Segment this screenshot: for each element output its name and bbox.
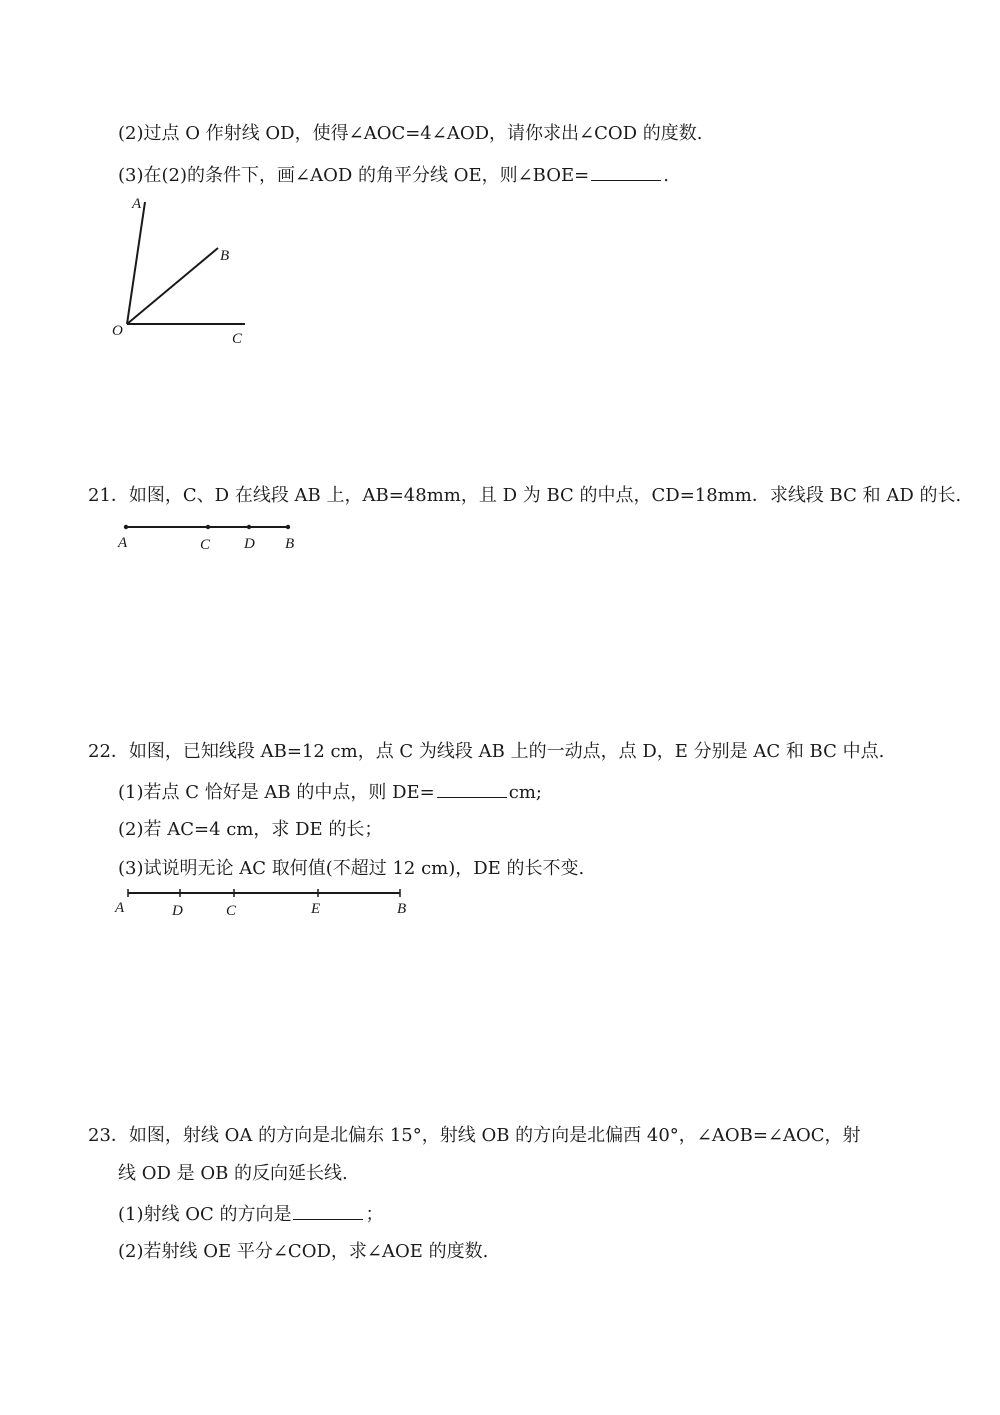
q22-part1-text: (1)若点 C 恰好是 AB 的中点，则 DE=	[118, 782, 435, 803]
ray-oa	[127, 202, 145, 324]
label-b: B	[397, 901, 407, 917]
q23-text-line1: 23．如图，射线 OA 的方向是北偏东 15°，射线 OB 的方向是北偏西 40°，∠AOB=∠AOC，射	[88, 1125, 861, 1146]
label-e: E	[311, 901, 321, 917]
point-a	[124, 525, 128, 529]
label-c: C	[232, 331, 243, 347]
q22-part1-answer-blank	[437, 779, 507, 798]
q22-segment-figure	[110, 885, 420, 925]
q22-part1-unit: cm;	[508, 782, 542, 803]
label-c: C	[226, 903, 237, 919]
q23-part1	[118, 1201, 383, 1227]
q20-angle-figure	[100, 190, 270, 355]
q21-text: 21．如图，C、D 在线段 AB 上，AB=48mm，且 D 为 BC 的中点，CD=18mm．求线段 BC 和 AD 的长.	[88, 485, 962, 506]
q20-part2: (2)过点 O 作射线 OD，使得∠AOC=4∠AOD，请你求出∠COD 的度数.	[118, 123, 703, 144]
q22-part1	[118, 779, 542, 805]
q20-part3-text: (3)在(2)的条件下，画∠AOD 的角平分线 OE，则∠BOE=	[118, 165, 590, 186]
q21-segment-figure	[110, 515, 310, 555]
point-c	[206, 525, 210, 529]
q23-part2: (2)若射线 OE 平分∠COD，求∠AOE 的度数.	[118, 1241, 489, 1262]
q20-part3	[118, 162, 669, 188]
q22-part2: (2)若 AC=4 cm，求 DE 的长；	[118, 819, 383, 840]
q23-part1-end: ；	[365, 1204, 384, 1225]
q23-part1-text: (1)射线 OC 的方向是	[118, 1204, 292, 1225]
label-d: D	[172, 903, 183, 919]
label-a: A	[115, 900, 125, 916]
q20-part3-end: .	[663, 165, 669, 186]
q22-text: 22．如图，已知线段 AB=12 cm，点 C 为线段 AB 上的一动点，点 D，E 分别是 AC 和 BC 中点.	[88, 741, 885, 762]
label-o: O	[112, 323, 123, 339]
point-d	[247, 525, 251, 529]
label-b: B	[285, 536, 295, 552]
q23-text-line2: 线 OD 是 OB 的反向延长线.	[118, 1163, 348, 1184]
label-a: A	[118, 535, 128, 551]
ray-ob	[127, 248, 218, 324]
q23-part1-answer-blank	[293, 1201, 363, 1220]
point-b	[286, 525, 290, 529]
q20-part3-answer-blank	[591, 162, 661, 181]
q22-part3: (3)试说明无论 AC 取何值(不超过 12 cm)，DE 的长不变.	[118, 858, 585, 879]
label-a: A	[132, 196, 142, 212]
label-d: D	[244, 536, 255, 552]
label-b: B	[220, 248, 230, 264]
label-c: C	[200, 537, 211, 553]
